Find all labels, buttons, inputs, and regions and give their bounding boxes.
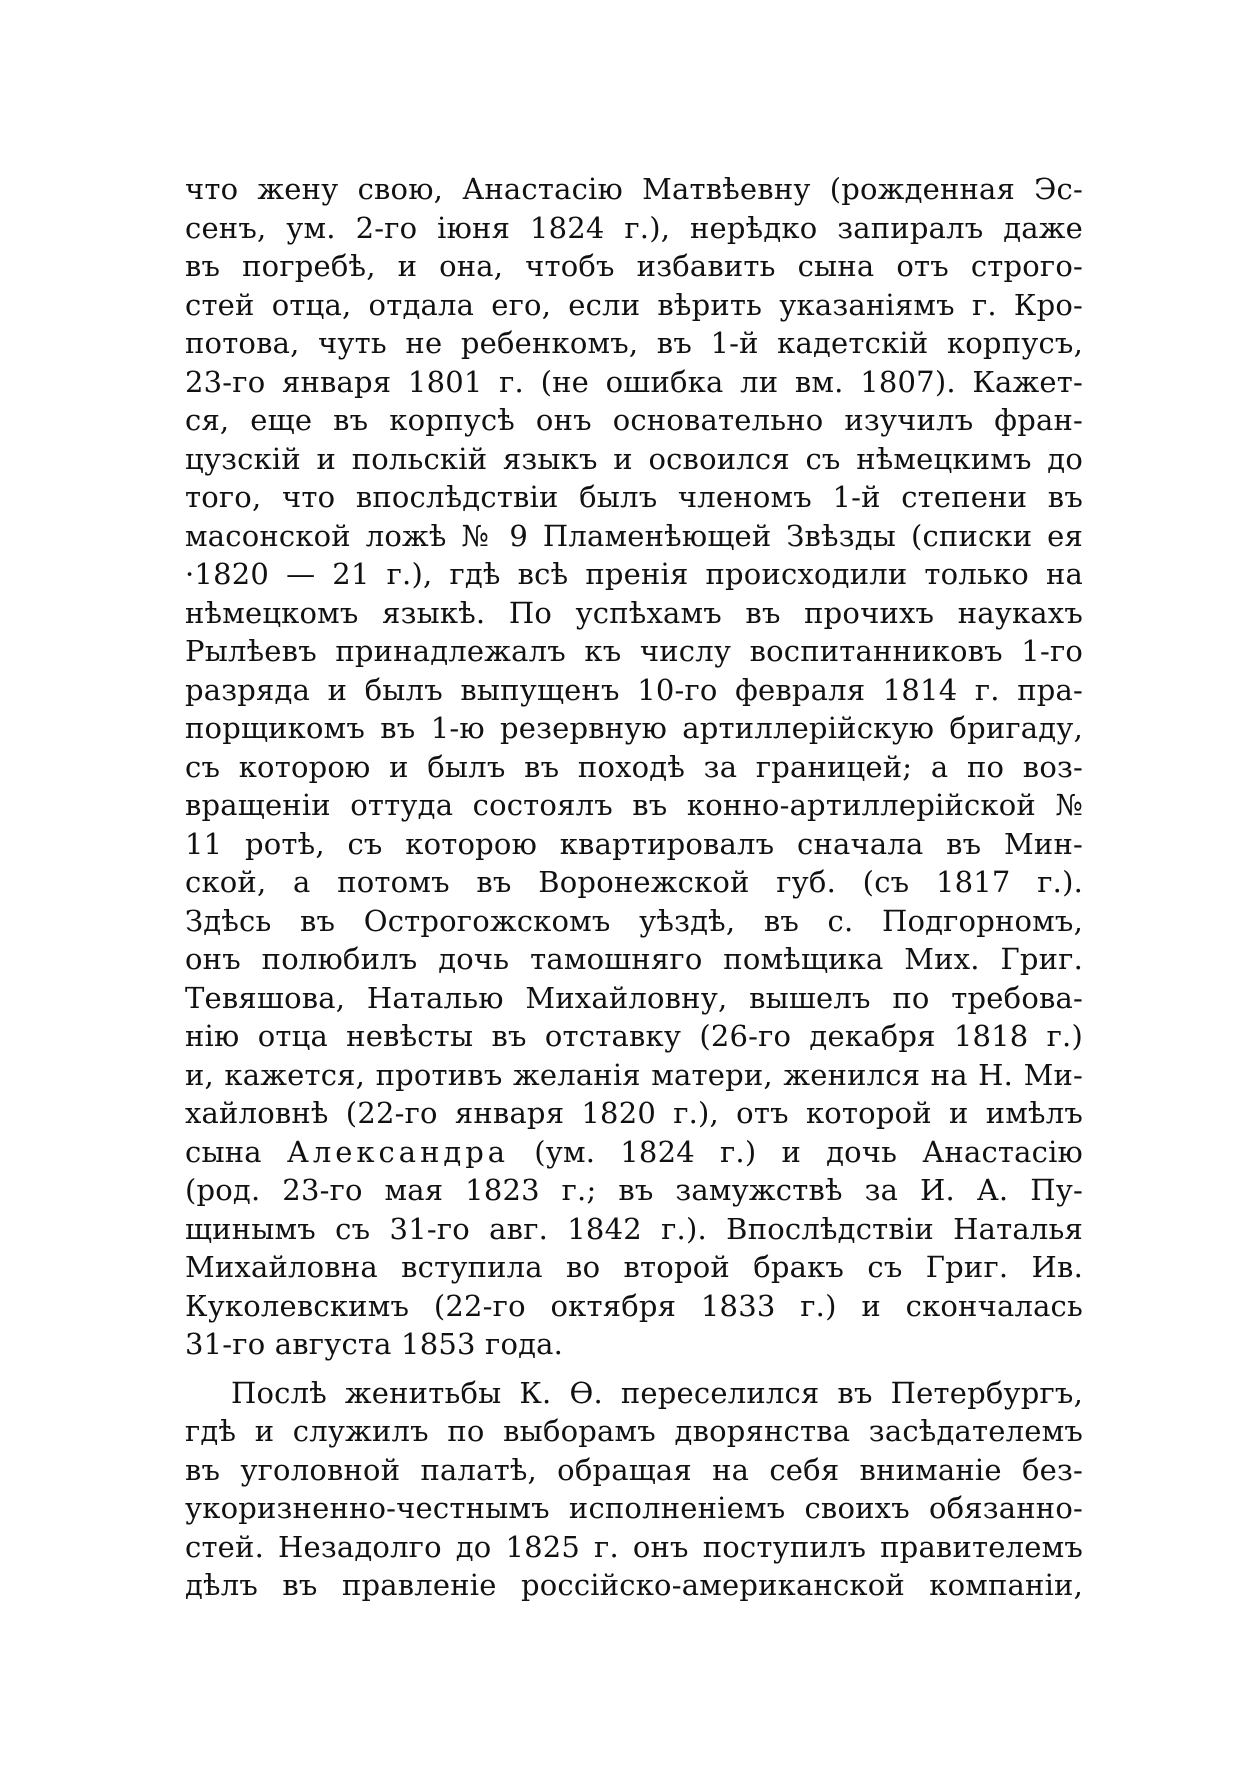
text-line: хайловнѣ (22-го января 1820 г.), отъ которой и имѣлъ [185, 1096, 1083, 1130]
text-line: нѣмецкомъ языкѣ. По успѣхамъ въ прочихъ наукахъ [185, 595, 1083, 630]
text-line: Послѣ женитьбы К. Ѳ. переселился въ Петербургъ, [231, 1375, 1083, 1410]
text-line: 31-го августа 1853 года. [185, 1327, 564, 1361]
text-line: онъ полюбилъ дочь тамошняго помѣщика Мих. Григ. [185, 942, 1083, 976]
text-line: Куколевскимъ (22-го октября 1833 г.) и скончалась [185, 1288, 1083, 1323]
text-line: порщикомъ въ 1-ю резервную артиллерійскую бригаду, [185, 711, 1083, 745]
text-line: Здѣсь въ Острогожскомъ уѣздѣ, въ с. Подгорномъ, [185, 903, 1083, 938]
text-line: щинымъ съ 31-го авг. 1842 г.). Впослѣдствіи Наталья [185, 1211, 1083, 1246]
line-prefix: сына [185, 1134, 287, 1169]
text-line: разряда и былъ выпущенъ 10-го февраля 1814 г. пра- [185, 672, 1083, 707]
text-line: потова, чуть не ребенкомъ, въ 1-й кадетскій корпусъ, [185, 326, 1083, 360]
text-line: того, что впослѣдствіи былъ членомъ 1-й степени въ [185, 480, 1083, 514]
text-line: масонской ложѣ № 9 Пламенѣющей Звѣзды (списки ея [185, 518, 1083, 553]
paragraph-1 [185, 170, 1083, 1364]
text-line: вращеніи оттуда состоялъ въ конно-артиллерійской № [185, 788, 1083, 822]
text-line: и, кажется, противъ желанія матери, женился на Н. Ми- [185, 1057, 1083, 1092]
text-line: цузскій и польскій языкъ и освоился съ нѣмецкимъ до [185, 441, 1083, 476]
paragraph-2 [185, 1374, 1083, 1605]
text-line: Тевяшова, Наталью Михайловну, вышелъ по требова- [185, 980, 1083, 1015]
text-line: въ уголовной палатѣ, обращая на себя вниманіе без- [185, 1452, 1083, 1487]
text-line: въ погребѣ, и она, чтобъ избавить сына отъ строго- [185, 249, 1083, 283]
text-line: (род. 23-го мая 1823 г.; въ замужствѣ за И. А. Пу- [185, 1173, 1083, 1207]
text-line: Михайловна вступила во второй бракъ съ Григ. Ив. [185, 1250, 1083, 1284]
text-line: укоризненно-честнымъ исполненіемъ своихъ обязанно- [185, 1491, 1083, 1525]
text-line: нію отца невѣсты въ отставку (26-го декабря 1818 г.) [185, 1019, 1083, 1053]
text-line: стей. Незадолго до 1825 г. онъ поступилъ правителемъ [185, 1529, 1083, 1564]
body-text [185, 170, 1083, 1605]
text-line: 11 ротѣ, съ которою квартировалъ сначала въ Мин- [185, 826, 1083, 861]
line-suffix: (ум. 1824 г.) и дочь Анастасію [509, 1134, 1083, 1169]
text-line: что жену свою, Анастасію Матвѣевну (рожденная Эс- [185, 172, 1083, 206]
text-line: сенъ, ум. 2-го іюня 1824 г.), нерѣдко запиралъ даже [185, 210, 1083, 245]
text-line: ·1820 — 21 г.), гдѣ всѣ пренія происходили только на [185, 557, 1083, 591]
paragraph-gap [185, 1364, 1083, 1374]
text-line: стей отца, отдала его, если вѣрить указаніямъ г. Кро- [185, 287, 1083, 322]
text-line: гдѣ и служилъ по выборамъ дворянства засѣдателемъ [185, 1414, 1083, 1448]
text-line: Рылѣевъ принадлежалъ къ числу воспитанниковъ 1-го [185, 634, 1083, 668]
text-line: съ которою и былъ въ походѣ за границей; а по воз- [185, 749, 1083, 784]
text-line: дѣлъ въ правленіе россійско-американской компаніи, [185, 1568, 1083, 1602]
spaced-name: Александра [286, 1134, 510, 1169]
text-line: 23-го января 1801 г. (не ошибка ли вм. 1807). Кажет- [185, 364, 1083, 399]
text-line: ской, а потомъ въ Воронежской губ. (съ 1817 г.). [185, 865, 1083, 899]
text-line: ся, еще въ корпусѣ онъ основательно изучилъ фран- [185, 403, 1083, 437]
text-line-alexander [185, 1133, 1083, 1172]
